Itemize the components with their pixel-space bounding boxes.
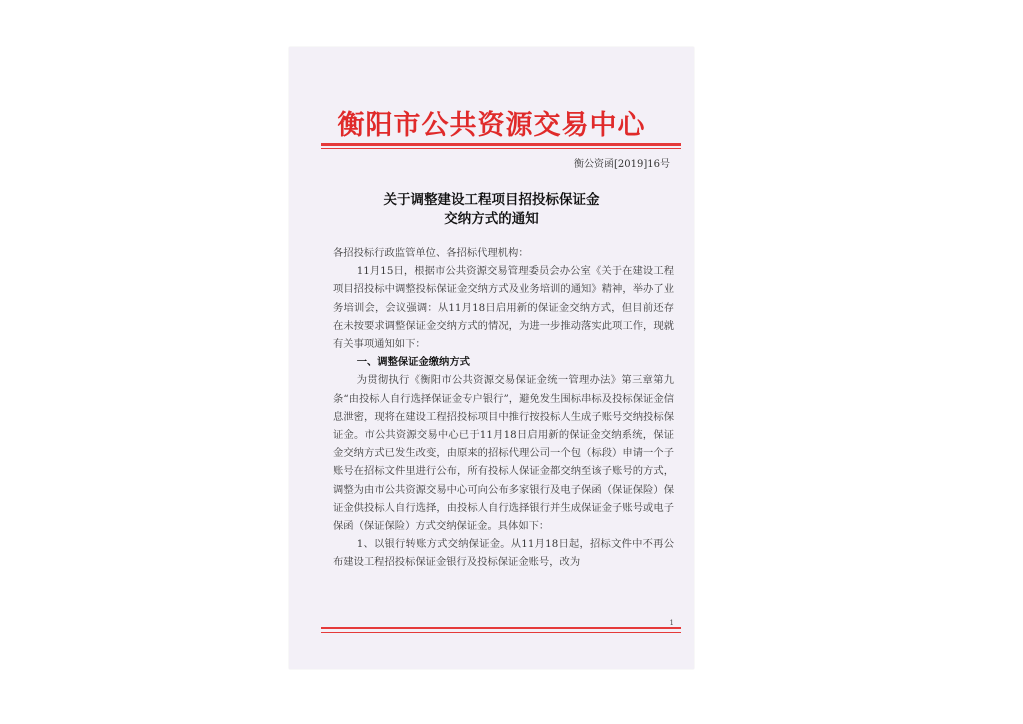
body-paragraph: 11月15日，根据市公共资源交易管理委员会办公室《关于在建设工程项目招投标中调整投标保证金交纳方式及业务培训的通知》精神，举办了业务培训会，会议强调：从11月18日启用新的保证金交纳方式，但目前还存在未按要求调整保证金交纳方式的情况，为进一步推动落实此项工作，现就有关事项通知如下： bbox=[333, 265, 674, 351]
notice-title-line-2: 交纳方式的通知 bbox=[444, 211, 539, 227]
page-number: 1 bbox=[669, 619, 674, 627]
body-paragraph: 为贯彻执行《衡阳市公共资源交易保证金统一管理办法》第三章第九条“由投标人自行选择保证金专户银行”，避免发生围标串标及投标保证金信息泄密，现将在建设工程招投标项目中推行按投标人生成子账号交纳投标保证金。市公共资源交易中心已于11月18日启用新的保证金交纳系统，保证金交纳方式已发生改变，由原来的招标代理公司一个包（标段）申请一个子账号在招标文件里进行公布，所有投标人保证金都交纳至该子账号的方式，调整为由市公共资源交易中心可向公布多家银行及电子保函（保证保险）保证金供投标人自行选择，由投标人自行选择银行并生成保证金子账号或电子保函（保证保险）方式交纳保证金。具体如下： bbox=[333, 374, 674, 533]
org-header-title: 衡阳市公共资源交易中心 bbox=[337, 110, 646, 141]
notice-title bbox=[289, 191, 694, 229]
salutation: 各招投标行政监管单位、各招标代理机构： bbox=[333, 247, 529, 259]
header-red-rule-thin bbox=[321, 148, 681, 149]
document-page bbox=[289, 47, 694, 669]
body-paragraph: 1、以银行转账方式交纳保证金。从11月18日起，招标文件中不再公布建设工程招投标保证金银行及投标保证金账号，改为 bbox=[333, 538, 674, 569]
footer-red-rule bbox=[321, 627, 681, 629]
section-heading: 一、调整保证金缴纳方式 bbox=[356, 356, 470, 369]
document-number: 衡公资函[2019]16号 bbox=[574, 159, 670, 170]
document-body bbox=[333, 244, 674, 572]
header-red-rule bbox=[321, 143, 681, 146]
notice-title-line-1: 关于调整建设工程项目招投标保证金 bbox=[383, 192, 600, 208]
footer-red-rule-thin bbox=[321, 632, 681, 633]
